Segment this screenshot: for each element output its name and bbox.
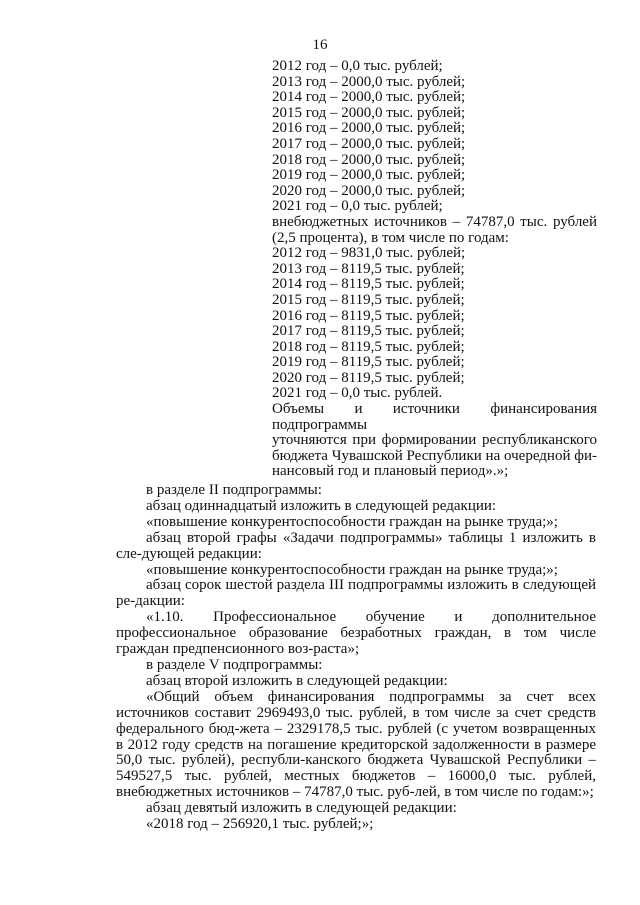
main-text bbox=[116, 483, 596, 833]
page-number: 16 bbox=[312, 37, 328, 53]
paragraph-section-ii: в разделе II подпрограммы: bbox=[146, 482, 322, 498]
extrabudgetary-total-line: внебюджетных источников – 74787,0 тыс. рублей bbox=[272, 213, 597, 230]
year-amount-line: 2021 год – 0,0 тыс. рублей; bbox=[272, 198, 443, 215]
paragraph: абзац девятый изложить в следующей редакции: bbox=[146, 800, 457, 817]
year-amount-line: 2021 год – 0,0 тыс. рублей. bbox=[272, 385, 443, 402]
year-amount-line: 2017 год – 2000,0 тыс. рублей; bbox=[272, 135, 466, 152]
funding-column bbox=[272, 59, 597, 480]
extrabudgetary-total-line-2: (2,5 процента), в том числе по годам: bbox=[272, 229, 509, 246]
extrabudgetary-funding-by-year bbox=[272, 246, 597, 402]
year-amount-line: 2015 год – 8119,5 тыс. рублей; bbox=[272, 291, 465, 308]
year-amount-line: 2018 год – 2000,0 тыс. рублей; bbox=[272, 151, 466, 168]
year-amount-line: 2014 год – 2000,0 тыс. рублей; bbox=[272, 89, 466, 106]
funding-note bbox=[272, 402, 597, 480]
year-amount-line: 2019 год – 8119,5 тыс. рублей; bbox=[272, 354, 465, 371]
paragraph-quote: «Общий объем финансирования подпрограммы за счет всех источников составит 2969493,0 тыс. рублей, в том числе за счет средств федерального бюд-жета – 2329178,5 тыс. рублей (с учетом возвращенных в 2012 году средств на погашение кредиторской задолженности в размере 50,0 тыс. рублей), республи-канского бюджета Чувашской Республики – 549527,5 тыс. рублей, местных бюджетов – 16000,0 тыс. рублей, внебюджетных источников – 74787,0 тыс. руб-лей, в том числе по годам:»; bbox=[116, 688, 596, 801]
paragraph-quote: «повышение конкурентоспособности граждан на рынке труда;»; bbox=[146, 513, 558, 530]
paragraph-quote: «повышение конкурентоспособности граждан на рынке труда;»; bbox=[146, 561, 558, 578]
note-line: уточняются при формировании республиканского bbox=[272, 432, 597, 449]
year-amount-line: 2012 год – 9831,0 тыс. рублей; bbox=[272, 245, 466, 262]
year-amount-line: 2014 год – 8119,5 тыс. рублей; bbox=[272, 276, 465, 293]
note-line: нансовый год и плановый период».»; bbox=[272, 463, 509, 480]
year-amount-line: 2016 год – 8119,5 тыс. рублей; bbox=[272, 307, 465, 324]
year-amount-line: 2012 год – 0,0 тыс. рублей; bbox=[272, 58, 443, 74]
paragraph: абзац второй изложить в следующей редакции: bbox=[146, 672, 448, 689]
paragraph: абзац второй графы «Задачи подпрограммы» таблицы 1 изложить в сле-дующей редакции: bbox=[116, 529, 596, 562]
note-line: Объемы и источники финансирования подпрограммы bbox=[272, 401, 597, 433]
year-amount-line: 2013 год – 2000,0 тыс. рублей; bbox=[272, 73, 466, 90]
note-line: бюджета Чувашской Республики на очередной фи- bbox=[272, 447, 597, 464]
federal-funding-by-year bbox=[272, 59, 597, 215]
paragraph-section-v: в разделе V подпрограммы: bbox=[146, 656, 323, 673]
paragraph-quote: «1.10. Профессиональное обучение и дополнительное профессиональное образование безработных граждан, в том числе граждан предпенсионного воз-раста»; bbox=[116, 609, 596, 658]
year-amount-line: 2015 год – 2000,0 тыс. рублей; bbox=[272, 104, 466, 121]
paragraph: абзац сорок шестой раздела III подпрограммы изложить в следующей ре-дакции: bbox=[116, 577, 596, 610]
paragraph-quote: «2018 год – 256920,1 тыс. рублей;»; bbox=[146, 816, 374, 833]
year-amount-line: 2017 год – 8119,5 тыс. рублей; bbox=[272, 323, 465, 340]
year-amount-line: 2016 год – 2000,0 тыс. рублей; bbox=[272, 120, 466, 137]
year-amount-line: 2013 год – 8119,5 тыс. рублей; bbox=[272, 260, 465, 277]
year-amount-line: 2019 год – 2000,0 тыс. рублей; bbox=[272, 167, 466, 184]
paragraph: абзац одиннадцатый изложить в следующей редакции: bbox=[146, 497, 497, 514]
year-amount-line: 2018 год – 8119,5 тыс. рублей; bbox=[272, 338, 465, 355]
year-amount-line: 2020 год – 2000,0 тыс. рублей; bbox=[272, 182, 466, 199]
year-amount-line: 2020 год – 8119,5 тыс. рублей; bbox=[272, 369, 465, 386]
